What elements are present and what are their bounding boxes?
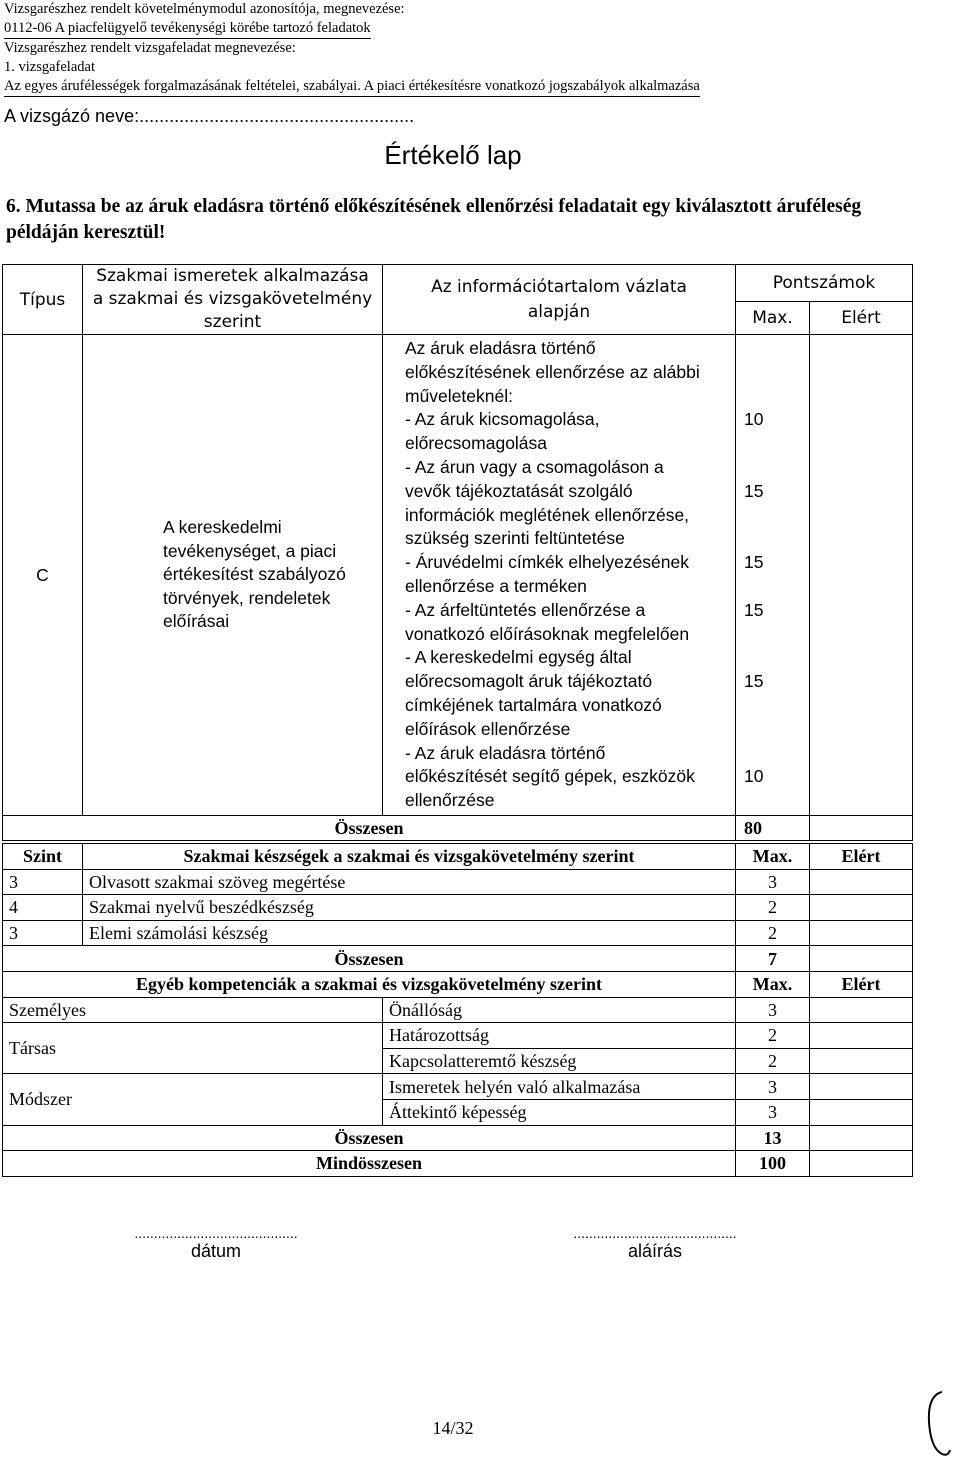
info-line: - Az árfeltüntetés ellenőrzése a (405, 599, 646, 620)
skill-achieved (810, 920, 913, 946)
info-line: műveleteknél: (405, 385, 513, 406)
info-line: Az áruk eladásra történő (405, 338, 596, 358)
comp-item: Ismeretek helyén való alkalmazása (383, 1074, 736, 1100)
max-points-line (744, 504, 803, 528)
comp-item: Önállóság (383, 997, 736, 1023)
info-line: szükség szerinti feltüntetése (405, 528, 625, 549)
knowledge-header-line: a szakmai és vizsgakövetelmény (92, 289, 373, 309)
skills-competencies-table (2, 843, 913, 1177)
header-module-label: Vizsgarészhez rendelt követelménymodul azonosítója, megnevezése: (4, 1, 405, 17)
skills-achieved-header: Elért (810, 844, 913, 870)
knowledge-header-line: szerint (203, 312, 262, 332)
info-line: ellenőrzése a terméken (405, 575, 587, 596)
skill-max: 2 (736, 920, 810, 946)
max-points-line: 10 (744, 409, 764, 430)
task-description: 6. Mutassa be az áruk eladásra történő előkészítésének ellenőrzési feladatait egy kiválasztott áruféleség példáján keresztül! (6, 196, 862, 243)
achieved-points-column (810, 335, 913, 816)
skill-achieved (810, 895, 913, 921)
skill-level: 3 (3, 869, 83, 895)
subtotal-max: 80 (736, 815, 810, 840)
info-header (383, 265, 736, 335)
max-points-line (744, 623, 803, 647)
grand-total-achieved (810, 1151, 913, 1177)
info-header-line: Az információtartalom vázlata (431, 276, 687, 297)
max-points-line (744, 789, 803, 813)
level-header: Szint (3, 844, 83, 870)
info-line: előírások ellenőrzése (405, 718, 571, 739)
achieved-header: Elért (810, 302, 913, 335)
info-line: ellenőrzése (405, 790, 495, 811)
max-header: Max. (736, 302, 810, 335)
skills-total: 7 (736, 946, 810, 972)
info-line: - Az áruk kicsomagolása, (405, 409, 600, 430)
comp-max-header: Max. (736, 971, 810, 997)
info-line: vevők tájékoztatását szolgáló (405, 480, 633, 501)
type-value: C (3, 335, 83, 816)
max-points-line (744, 694, 803, 718)
skill-level: 3 (3, 920, 83, 946)
info-line: előrecsomagolása (405, 433, 548, 454)
max-points-line (744, 742, 803, 766)
max-points-line: 15 (744, 552, 764, 573)
comp-max: 2 (736, 1048, 810, 1074)
info-line: előkészítésének ellenőrzése az alábbi (405, 361, 700, 382)
max-points-line: 10 (744, 766, 764, 787)
info-header-line: alapján (527, 301, 591, 322)
header-module-value: 0112-06 A piacfelügyelő tevékenységi körébe tartozó feladatok (4, 19, 371, 39)
knowledge-header (83, 265, 383, 335)
skill-max: 2 (736, 895, 810, 921)
comp-group-method: Módszer (3, 1074, 383, 1125)
max-points-line (744, 456, 803, 480)
knowledge-table (2, 264, 913, 841)
comp-achieved-header: Elért (810, 971, 913, 997)
max-points-column (736, 335, 810, 816)
type-header: Típus (3, 265, 83, 335)
date-dots: .......................................... (134, 1225, 298, 1241)
knowledge-header-line: Szakmai ismeretek alkalmazása (96, 266, 369, 286)
skill-name: Olvasott szakmai szöveg megértése (83, 869, 736, 895)
points-header: Pontszámok (736, 265, 913, 302)
skill-name: Szakmai nyelvű beszédkészség (83, 895, 736, 921)
skills-max-header: Max. (736, 844, 810, 870)
max-points-line (744, 646, 803, 670)
examinee-name-line: A vizsgázó neve:....................................................... (4, 106, 415, 126)
competencies-header: Egyéb kompetenciák a szakmai és vizsgakövetelmény szerint (3, 971, 736, 997)
comp-max: 3 (736, 1074, 810, 1100)
info-line: címkéjének tartalmára vonatkozó (405, 694, 662, 715)
header-task-label: Vizsgarészhez rendelt vizsgafeladat megnevezése: (4, 40, 296, 56)
skills-total-achieved (810, 946, 913, 972)
signature-dots: .......................................... (573, 1225, 737, 1241)
skill-name: Elemi számolási készség (83, 920, 736, 946)
comp-item: Határozottság (383, 1023, 736, 1049)
comp-max: 3 (736, 1099, 810, 1125)
max-points-line: 15 (744, 671, 764, 692)
comp-achieved (810, 1074, 913, 1100)
comp-group-social: Társas (3, 1023, 383, 1074)
max-points-line (744, 337, 803, 361)
skill-level: 4 (3, 895, 83, 921)
comp-achieved (810, 997, 913, 1023)
comp-group-personal: Személyes (3, 997, 383, 1023)
comp-total-label: Összesen (3, 1125, 736, 1151)
info-line: információk meglétének ellenőrzése, (405, 504, 690, 525)
comp-total-achieved (810, 1125, 913, 1151)
info-line: vonatkozó előírásoknak megfelelően (405, 623, 690, 644)
info-line: előrecsomagolt áruk tájékoztató (405, 671, 653, 692)
comp-achieved (810, 1023, 913, 1049)
info-line: - Az áruk eladásra történő (405, 742, 606, 763)
grand-total-label: Mindösszesen (3, 1151, 736, 1177)
page-title: Értékelő lap (384, 140, 522, 170)
signature-label: aláírás (627, 1241, 683, 1261)
skills-total-label: Összesen (3, 946, 736, 972)
header-task-number: 1. vizsgafeladat (4, 59, 95, 75)
knowledge-value: A kereskedelmi tevékenységet, a piaci értékesítést szabályozó törvények, rendeletek előírásai (83, 335, 383, 816)
comp-total: 13 (736, 1125, 810, 1151)
page-number: 14/32 (432, 1418, 474, 1438)
max-points-line (744, 385, 803, 409)
comp-item: Áttekintő képesség (383, 1099, 736, 1125)
info-line: - Áruvédelmi címkék elhelyezésének (405, 552, 690, 573)
subtotal-achieved (810, 815, 913, 840)
comp-max: 3 (736, 997, 810, 1023)
comp-achieved (810, 1048, 913, 1074)
info-line: - Az árun vagy a csomagoláson a (405, 456, 664, 477)
handwritten-initial-icon (920, 1388, 954, 1460)
max-points-line (744, 575, 803, 599)
date-signature-block (86, 1225, 346, 1262)
max-points-line (744, 718, 803, 742)
max-points-line: 15 (744, 599, 764, 620)
skill-max: 3 (736, 869, 810, 895)
max-points-line: 15 (744, 480, 764, 501)
skills-header: Szakmai készségek a szakmai és vizsgakövetelmény szerint (83, 844, 736, 870)
info-content (383, 335, 736, 816)
date-label: dátum (190, 1241, 242, 1261)
header (4, 0, 700, 97)
max-points-line (744, 432, 803, 456)
info-line: - A kereskedelmi egység által (405, 647, 632, 668)
info-line: előkészítését segítő gépek, eszközök (405, 766, 695, 787)
skill-achieved (810, 869, 913, 895)
header-task-value: Az egyes árufélességek forgalmazásának feltételei, szabályai. A piaci értékesítésre vonatkozó jogszabályok alkalmazása (4, 77, 700, 97)
comp-item: Kapcsolatteremtő készség (383, 1048, 736, 1074)
grand-total: 100 (736, 1151, 810, 1177)
subtotal-label: Összesen (3, 815, 736, 840)
signature-block (525, 1225, 785, 1262)
max-points-line (744, 361, 803, 385)
comp-achieved (810, 1099, 913, 1125)
max-points-line (744, 527, 803, 551)
comp-max: 2 (736, 1023, 810, 1049)
